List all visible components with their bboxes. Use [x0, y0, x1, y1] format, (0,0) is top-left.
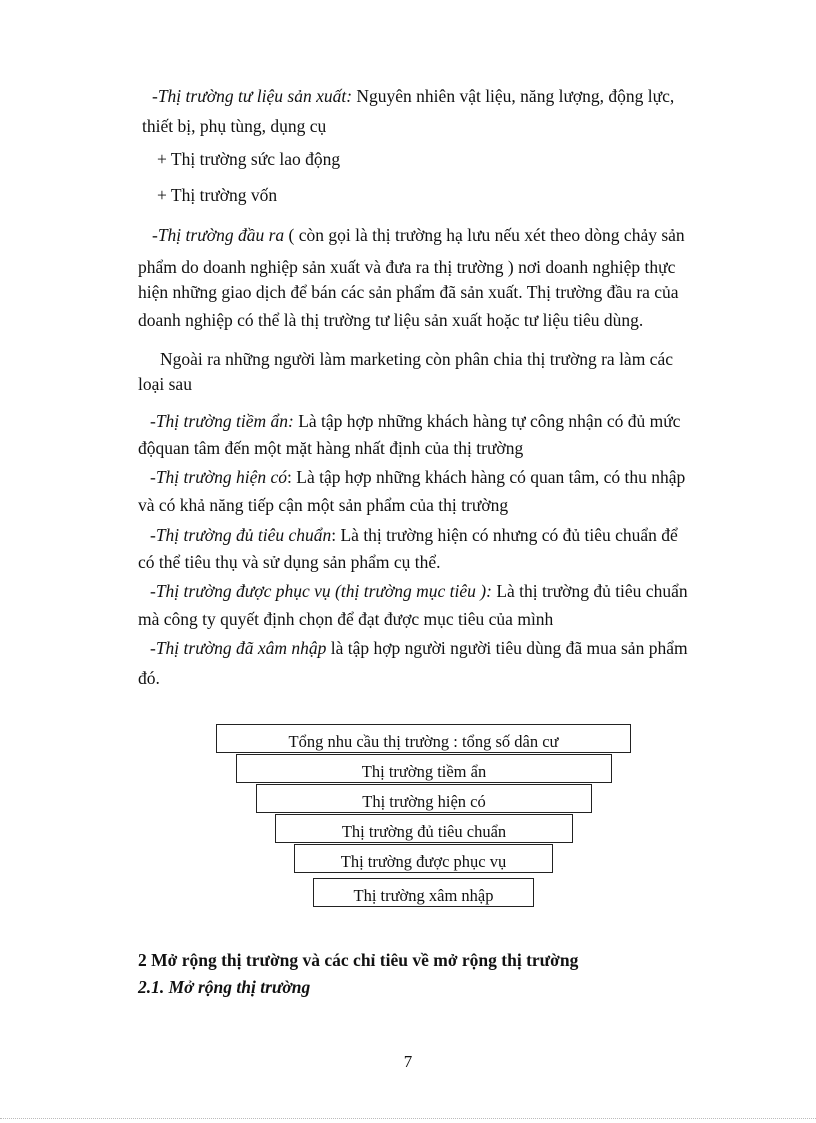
term-label: -Thị trường tiềm ẩn: [150, 411, 294, 431]
paragraph-line [150, 466, 685, 488]
paragraph-line: thiết bị, phụ tùng, dụng cụ [142, 116, 327, 136]
text: Nguyên nhiên vật liệu, năng lượng, động lực, [352, 86, 675, 106]
paragraph-line: và có khả năng tiếp cận một sản phẩm của thị trường [138, 495, 509, 515]
pyramid-level-served: Thị trường được phục vụ [294, 844, 553, 873]
text: : Là thị trường hiện có nhưng có đủ tiêu chuẩn để [331, 525, 678, 545]
paragraph-line [150, 524, 678, 546]
term-label: -Thị trường đã xâm nhập [150, 638, 327, 658]
pyramid-level-potential: Thị trường tiềm ẩn [236, 754, 612, 783]
text: là tập hợp người người tiêu dùng đã mua sản phẩm [326, 638, 688, 658]
text: : Là tập hợp những khách hàng có quan tâm, có thu nhập [287, 467, 686, 487]
pyramid-level-penetrated: Thị trường xâm nhập [313, 878, 534, 907]
page-divider [0, 1118, 816, 1119]
paragraph-line: đó. [138, 668, 160, 688]
text: ( còn gọi là thị trường hạ lưu nếu xét theo dòng chảy sản [284, 225, 685, 245]
text: Là thị trường đủ tiêu chuẩn [491, 581, 688, 601]
paragraph-line: loại sau [138, 374, 192, 394]
paragraph-line: hiện những giao dịch để bán các sản phẩm đã sản xuất. Thị trường đầu ra của [138, 282, 679, 302]
term-label: -Thị trường tư liệu sản xuất: [152, 86, 353, 106]
paragraph-line [152, 224, 685, 246]
text: Là tập hợp những khách hàng tự công nhận có đủ mức [293, 411, 681, 431]
paragraph-line: phẩm do doanh nghiệp sản xuất và đưa ra thị trường ) nơi doanh nghiệp thực [138, 257, 676, 277]
term-label: -Thị trường đủ tiêu chuẩn [150, 525, 332, 545]
paragraph-line: Ngoài ra những người làm marketing còn phân chia thị trường ra làm các [160, 349, 673, 369]
section-heading: 2 Mở rộng thị trường và các chỉ tiêu về mở rộng thị trường [138, 950, 579, 970]
pyramid-level-total-demand: Tổng nhu cầu thị trường : tổng số dân cư [216, 724, 631, 753]
term-label: -Thị trường đầu ra [152, 225, 285, 245]
paragraph-line: có thể tiêu thụ và sử dụng sản phẩm cụ thể. [138, 552, 441, 572]
term-label: -Thị trường hiện có [150, 467, 288, 487]
pyramid-level-available: Thị trường hiện có [256, 784, 592, 813]
bullet-item: + Thị trường sức lao động [157, 149, 341, 169]
paragraph-line: doanh nghiệp có thể là thị trường tư liệu sản xuất hoặc tư liệu tiêu dùng. [138, 310, 644, 330]
paragraph-line [150, 580, 688, 602]
pyramid-level-qualified: Thị trường đủ tiêu chuẩn [275, 814, 573, 843]
term-label: -Thị trường được phục vụ (thị trường mục tiêu ): [150, 581, 492, 601]
subsection-heading: 2.1. Mở rộng thị trường [138, 977, 311, 997]
paragraph-line [150, 410, 680, 432]
page-number: 7 [403, 1052, 413, 1071]
paragraph-line: mà công ty quyết định chọn để đạt được mục tiêu của mình [138, 609, 554, 629]
paragraph-line [152, 85, 674, 107]
paragraph-line [150, 637, 688, 659]
paragraph-line: độquan tâm đến một mặt hàng nhất định của thị trường [138, 438, 524, 458]
bullet-item: + Thị trường vốn [157, 185, 278, 205]
